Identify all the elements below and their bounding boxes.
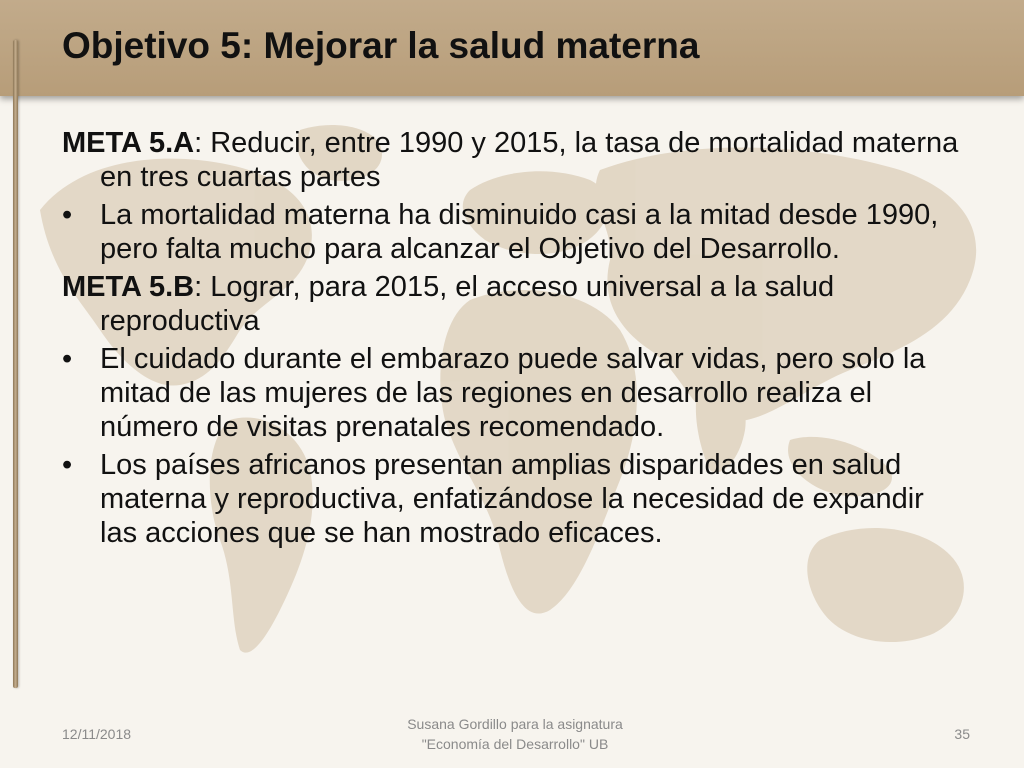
meta-5b-label: META 5.B xyxy=(62,271,195,303)
bullet-item-1 xyxy=(62,198,962,266)
bullet-dot-icon: • xyxy=(62,449,73,481)
footer-date: 12/11/2018 xyxy=(62,726,132,742)
meta-5a-paragraph xyxy=(62,126,962,194)
bullet-dot-icon: • xyxy=(62,199,73,231)
bullet-item-2 xyxy=(62,342,962,444)
footer-author-line-1: Susana Gordillo para la asignatura xyxy=(407,716,623,732)
bullet-text-3: Los países africanos presentan amplias disparidades en salud materna y reproductiva, enfatizándose la necesidad de expandir las acciones que se han mostrado eficaces. xyxy=(100,449,924,549)
footer-author xyxy=(370,714,660,754)
slide-title: Objetivo 5: Mejorar la salud materna xyxy=(62,25,700,66)
title-bar xyxy=(0,0,1024,96)
meta-5a-text: : Reducir, entre 1990 y 2015, la tasa de mortalidad materna en tres cuartas partes xyxy=(100,127,959,193)
footer-page-number: 35 xyxy=(954,726,970,742)
footer-author-line-2: "Economía del Desarrollo" UB xyxy=(421,736,609,752)
bullet-text-2: El cuidado durante el embarazo puede salvar vidas, pero solo la mitad de las mujeres de las regiones en desarrollo realiza el número de visitas prenatales recomendado. xyxy=(100,343,926,443)
left-decorative-rail xyxy=(13,40,18,688)
slide-body xyxy=(62,126,962,554)
bullet-dot-icon: • xyxy=(62,343,73,375)
bullet-item-3 xyxy=(62,448,962,550)
meta-5a-label: META 5.A xyxy=(62,127,195,159)
bullet-text-1: La mortalidad materna ha disminuido casi a la mitad desde 1990, pero falta mucho para alcanzar el Objetivo del Desarrollo. xyxy=(100,199,939,265)
meta-5b-paragraph xyxy=(62,270,962,338)
meta-5b-text: : Lograr, para 2015, el acceso universal a la salud reproductiva xyxy=(100,271,835,337)
